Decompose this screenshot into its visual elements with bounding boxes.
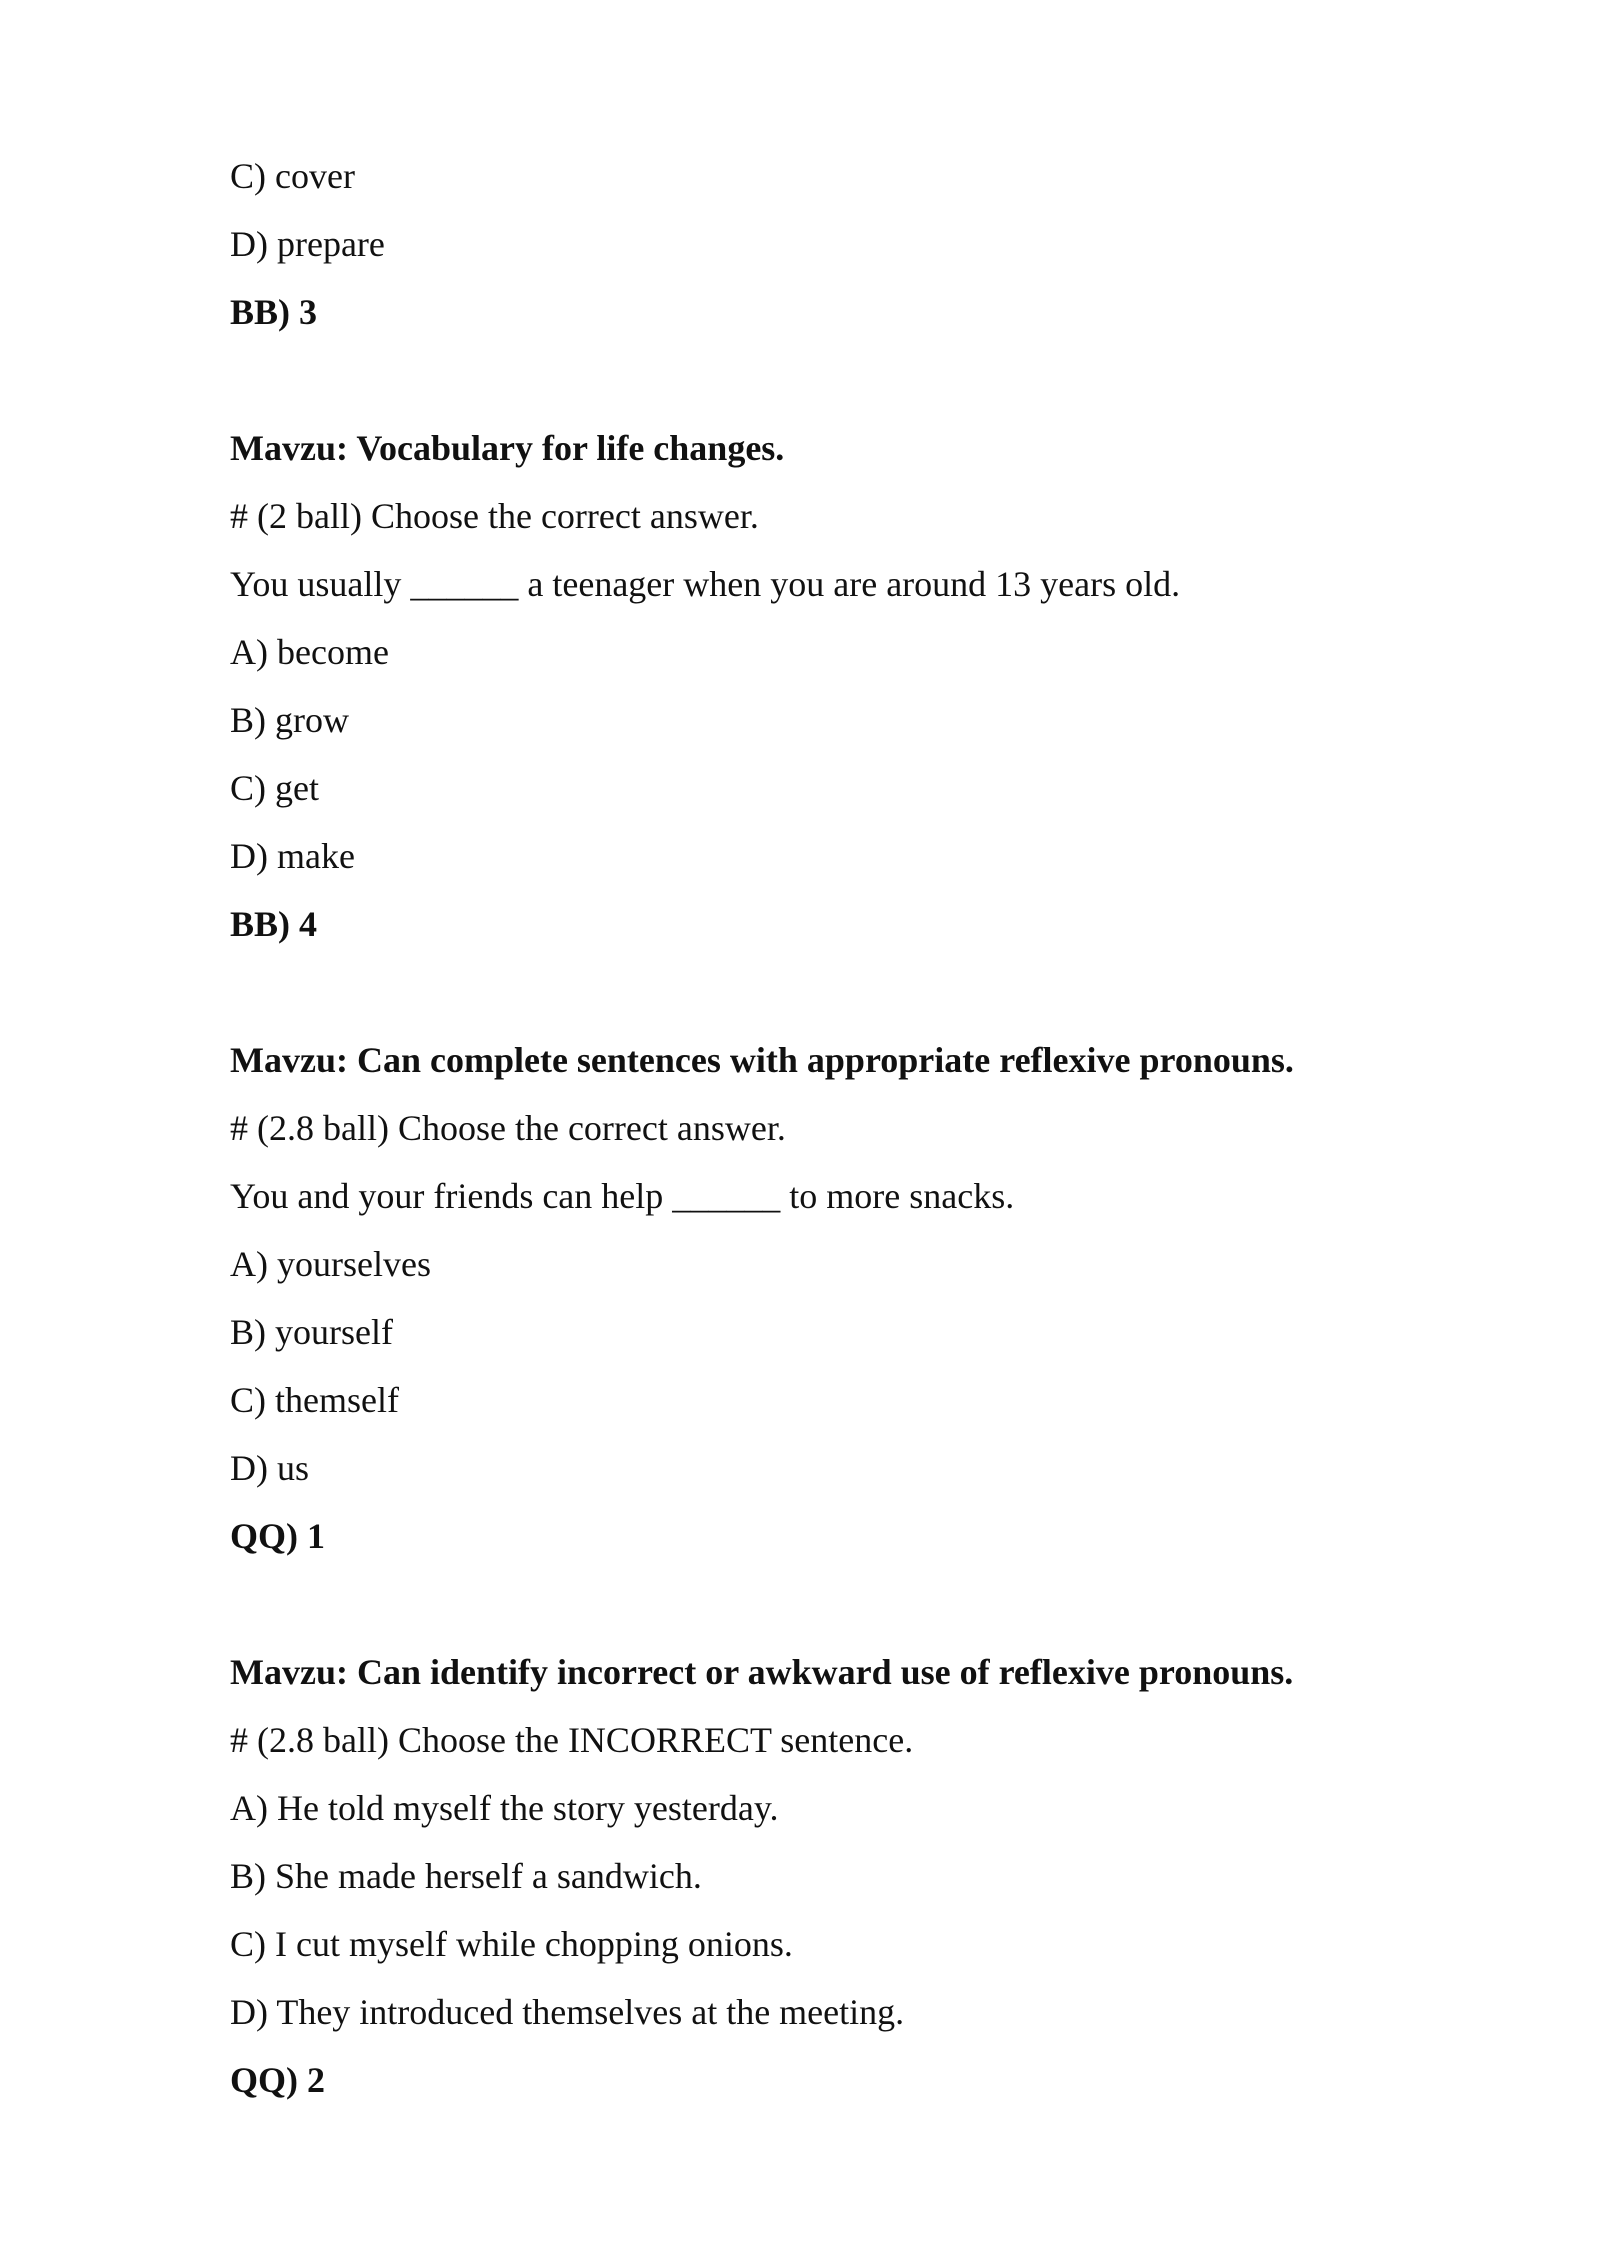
spacer xyxy=(230,968,1430,1036)
question-instruction: # (2.8 ball) Choose the INCORRECT sentence. xyxy=(230,1720,914,1760)
spacer xyxy=(230,1580,1430,1648)
option-b: B) yourself xyxy=(230,1312,393,1352)
question-stem: You usually ______ a teenager when you are around 13 years old. xyxy=(230,564,1181,604)
option-c: C) I cut myself while chopping onions. xyxy=(230,1924,793,1964)
option-d: D) us xyxy=(230,1448,309,1488)
option-d: D) They introduced themselves at the meeting. xyxy=(230,1992,905,2032)
spacer xyxy=(230,356,1430,424)
option-a: A) He told myself the story yesterday. xyxy=(230,1788,779,1828)
answer-key: QQ) 1 xyxy=(230,1516,325,1556)
answer-key: QQ) 2 xyxy=(230,2060,325,2100)
question-stem: You and your friends can help ______ to more snacks. xyxy=(230,1176,1015,1216)
option-b: B) She made herself a sandwich. xyxy=(230,1856,702,1896)
question-instruction: # (2 ball) Choose the correct answer. xyxy=(230,496,759,536)
topic-heading: Mavzu: Can complete sentences with appropriate reflexive pronouns. xyxy=(230,1040,1294,1080)
question-instruction: # (2.8 ball) Choose the correct answer. xyxy=(230,1108,786,1148)
option-c: C) themself xyxy=(230,1380,399,1420)
option-d: D) make xyxy=(230,836,355,876)
document-content xyxy=(230,152,1430,2124)
option-c: C) get xyxy=(230,768,319,808)
answer-key: BB) 4 xyxy=(230,904,318,944)
option-b: B) grow xyxy=(230,700,349,740)
topic-heading: Mavzu: Can identify incorrect or awkward use of reflexive pronouns. xyxy=(230,1652,1294,1692)
option-a: A) yourselves xyxy=(230,1244,431,1284)
answer-key: BB) 3 xyxy=(230,292,318,332)
topic-heading: Mavzu: Vocabulary for life changes. xyxy=(230,428,785,468)
option-a: A) become xyxy=(230,632,389,672)
option-d: D) prepare xyxy=(230,224,385,264)
option-c: C) cover xyxy=(230,156,355,196)
